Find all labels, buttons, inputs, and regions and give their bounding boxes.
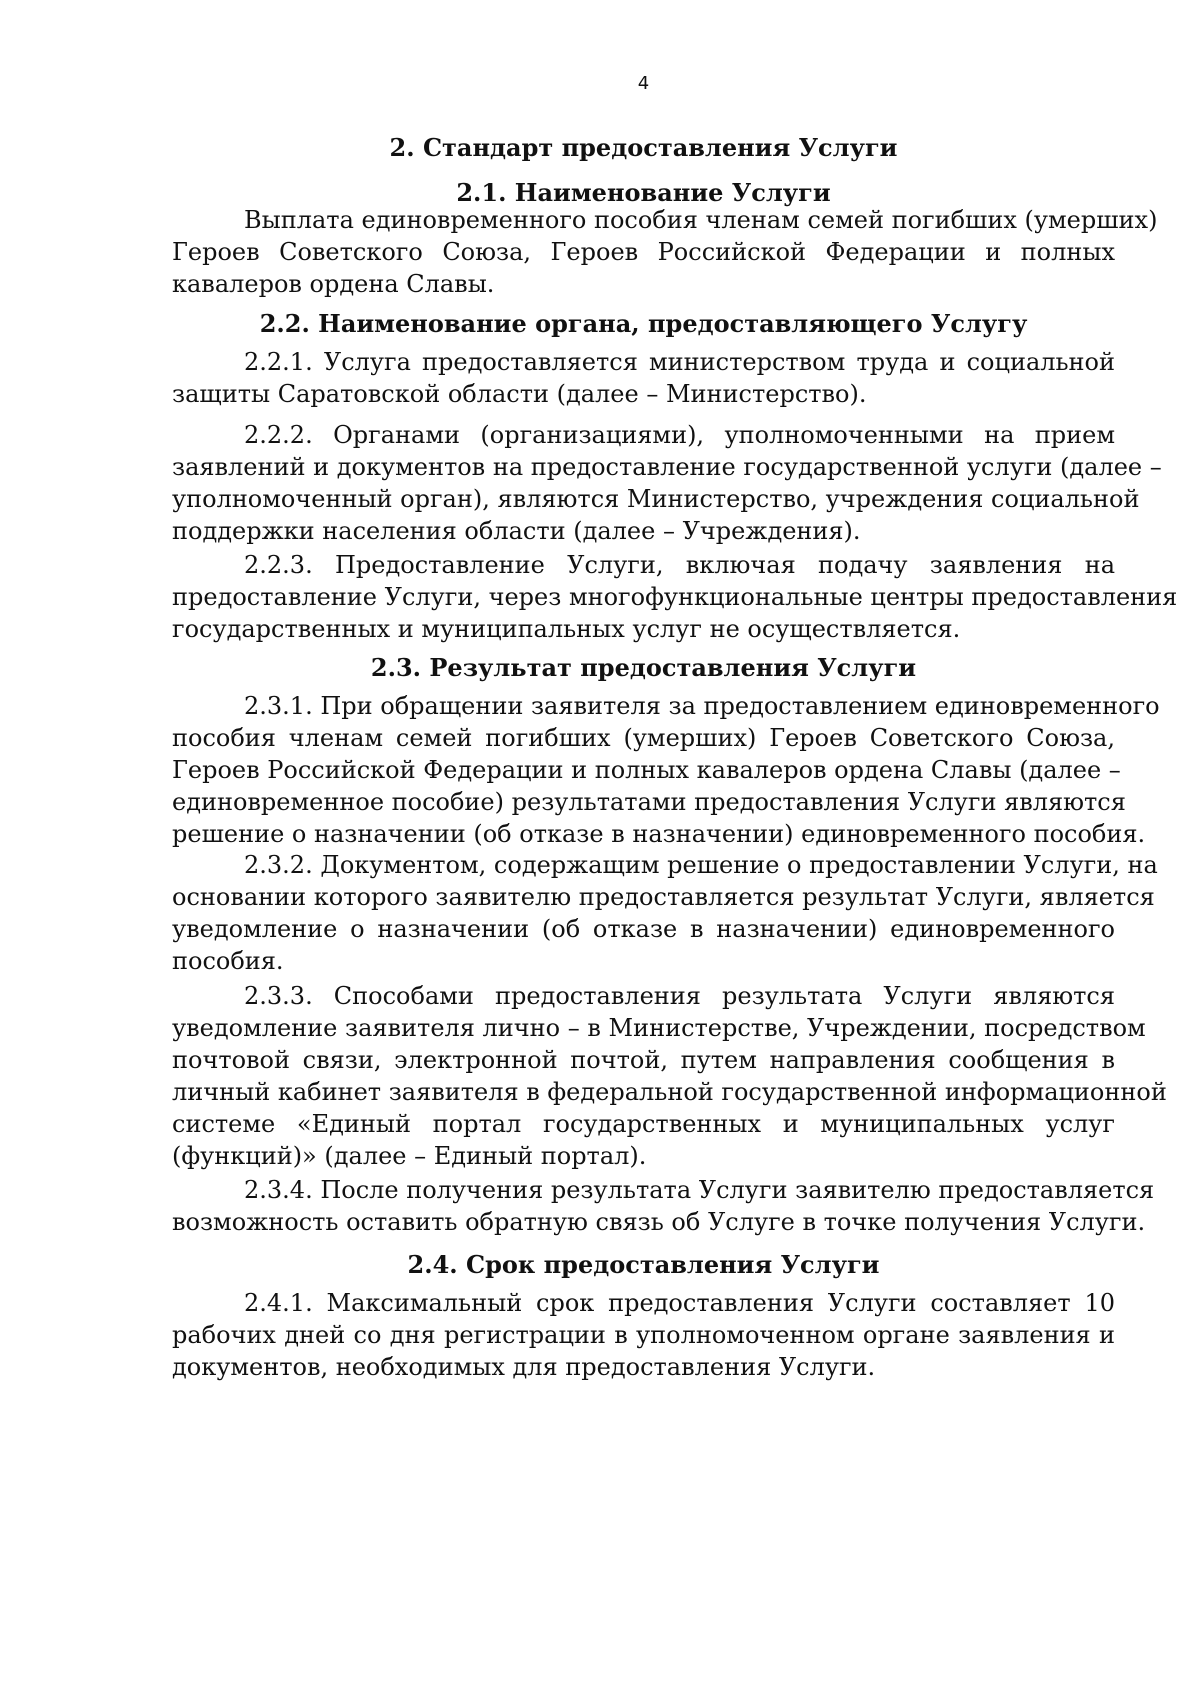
text-line: единовременное пособие) результатами предоставления Услуги являются: [172, 788, 1126, 816]
text-line: 2.2.1. Услуга предоставляется министерством труда и социальной: [244, 348, 1115, 376]
text-line: 2.3.4. После получения результата Услуги заявителю предоставляется: [244, 1176, 1155, 1204]
paragraph-2-1: [172, 204, 1158, 300]
text-line: кавалеров ордена Славы.: [172, 270, 495, 298]
text-line: 2.2.2. Органами (организациями), уполномоченными на прием: [244, 421, 1115, 449]
text-line: государственных и муниципальных услуг не осуществляется.: [172, 615, 961, 643]
page-number: 4: [637, 73, 650, 94]
text-line: поддержки населения области (далее – Учреждения).: [172, 517, 861, 545]
text-line: Героев Российской Федерации и полных кавалеров ордена Славы (далее –: [172, 756, 1121, 784]
text-line: 2.4.1. Максимальный срок предоставления Услуги составляет 10: [244, 1289, 1115, 1317]
paragraph-2-3-3: [172, 980, 1167, 1172]
text-line: 2.3.1. При обращении заявителя за предоставлением единовременного: [244, 692, 1160, 720]
paragraph-2-2-1: [172, 346, 1115, 410]
section-heading-2-3: 2.3. Результат предоставления Услуги: [370, 653, 917, 682]
text-line: личный кабинет заявителя в федеральной государственной информационной: [172, 1078, 1167, 1106]
text-line: 2.3.3. Способами предоставления результата Услуги являются: [244, 982, 1115, 1010]
section-heading-2-1: 2.1. Наименование Услуги: [456, 178, 831, 207]
text-line: защиты Саратовской области (далее – Министерство).: [172, 380, 867, 408]
paragraph-2-3-2: [172, 849, 1158, 977]
text-line: возможность оставить обратную связь об Услуге в точке получения Услуги.: [172, 1208, 1146, 1236]
text-line: рабочих дней со дня регистрации в уполномоченном органе заявления и: [172, 1321, 1115, 1349]
text-line: документов, необходимых для предоставления Услуги.: [172, 1353, 876, 1381]
text-line: уведомление о назначении (об отказе в назначении) единовременного: [172, 915, 1115, 943]
section-heading-2: 2. Стандарт предоставления Услуги: [389, 133, 898, 162]
section-heading-2-2: 2.2. Наименование органа, предоставляющего Услугу: [259, 309, 1028, 338]
text-line: заявлений и документов на предоставление государственной услуги (далее –: [172, 453, 1162, 481]
text-line: уведомление заявителя лично – в Министерстве, Учреждении, посредством: [172, 1014, 1146, 1042]
text-line: уполномоченный орган), являются Министерство, учреждения социальной: [172, 485, 1140, 513]
paragraph-2-3-1: [172, 690, 1160, 850]
section-heading-2-4: 2.4. Срок предоставления Услуги: [407, 1250, 880, 1279]
text-line: основании которого заявителю предоставляется результат Услуги, является: [172, 883, 1155, 911]
text-line: (функций)» (далее – Единый портал).: [172, 1142, 647, 1170]
paragraph-2-3-4: [172, 1174, 1155, 1238]
paragraph-2-2-3: [172, 549, 1178, 645]
text-line: пособия.: [172, 947, 284, 975]
text-line: 2.2.3. Предоставление Услуги, включая подачу заявления на: [244, 551, 1115, 579]
text-line: системе «Единый портал государственных и муниципальных услуг: [172, 1110, 1115, 1138]
text-line: почтовой связи, электронной почтой, путем направления сообщения в: [172, 1046, 1115, 1074]
text-line: решение о назначении (об отказе в назначении) единовременного пособия.: [172, 820, 1146, 848]
text-line: предоставление Услуги, через многофункциональные центры предоставления: [172, 583, 1178, 611]
text-line: Выплата единовременного пособия членам семей погибших (умерших): [244, 206, 1158, 234]
paragraph-2-4-1: [172, 1287, 1115, 1383]
text-line: Героев Советского Союза, Героев Российской Федерации и полных: [172, 238, 1115, 266]
text-line: 2.3.2. Документом, содержащим решение о предоставлении Услуги, на: [244, 851, 1158, 879]
text-line: пособия членам семей погибших (умерших) Героев Советского Союза,: [172, 724, 1115, 752]
paragraph-2-2-2: [172, 419, 1162, 547]
